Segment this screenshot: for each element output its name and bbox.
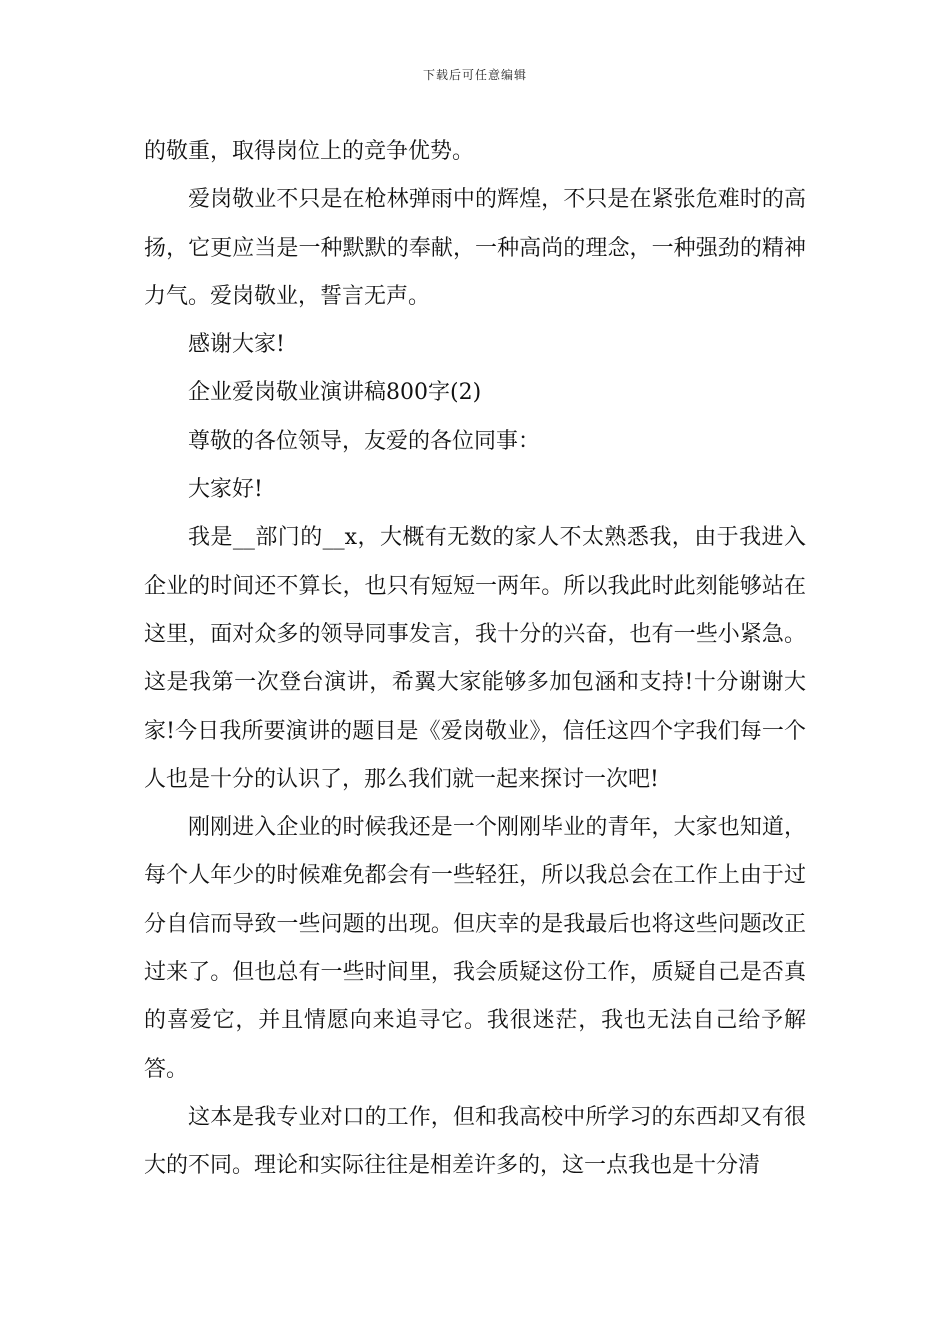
paragraph-9: 这本是我专业对口的工作，但和我高校中所学习的东西却又有很大的不同。理论和实际往往是相差许多的，这一点我也是十分清	[144, 1104, 806, 1179]
paragraph-8: 刚刚进入企业的时候我还是一个刚刚毕业的青年，大家也知道，每个人年少的时候难免都会有一些轻狂，所以我总会在工作上由于过分自信而导致一些问题的出现。但庆幸的是我最后也将这些问题改正过来了。但也总有一些时间里，我会质疑这份工作，质疑自己是否真的喜爱它，并且情愿向来追寻它。我很迷茫，我也无法自己给予解答。	[144, 815, 806, 1082]
page-header-note: 下载后可任意编辑	[422, 68, 527, 82]
paragraph-7: 我是__部门的__x，大概有无数的家人不太熟悉我，由于我进入企业的时间还不算长，也只有短短一两年。所以我此时此刻能够站在这里，面对众多的领导同事发言，我十分的兴奋，也有一些小紧急。这是我第一次登台演讲，希翼大家能够多加包涵和支持!十分谢谢大家!今日我所要演讲的题目是《爱岗敬业》，信任这四个字我们每一个人也是十分的认识了，那么我们就一起来探讨一次吧!	[144, 525, 806, 792]
paragraph-3: 感谢大家!	[188, 332, 285, 358]
document-body	[144, 128, 806, 1191]
paragraph-1: 的敬重，取得岗位上的竞争优势。	[144, 139, 475, 164]
paragraph-5-salutation: 尊敬的各位领导，友爱的各位同事：	[188, 428, 541, 454]
paragraph-2: 爱岗敬业不只是在枪林弹雨中的辉煌，不只是在紧张危难时的高扬，它更应当是一种默默的奉献，一种高尚的理念，一种强劲的精神力气。爱岗敬业，誓言无声。	[144, 187, 806, 309]
paragraph-4-title: 企业爱岗敬业演讲稿800字(2)	[188, 380, 482, 406]
paragraph-6-greeting: 大家好!	[188, 477, 263, 503]
